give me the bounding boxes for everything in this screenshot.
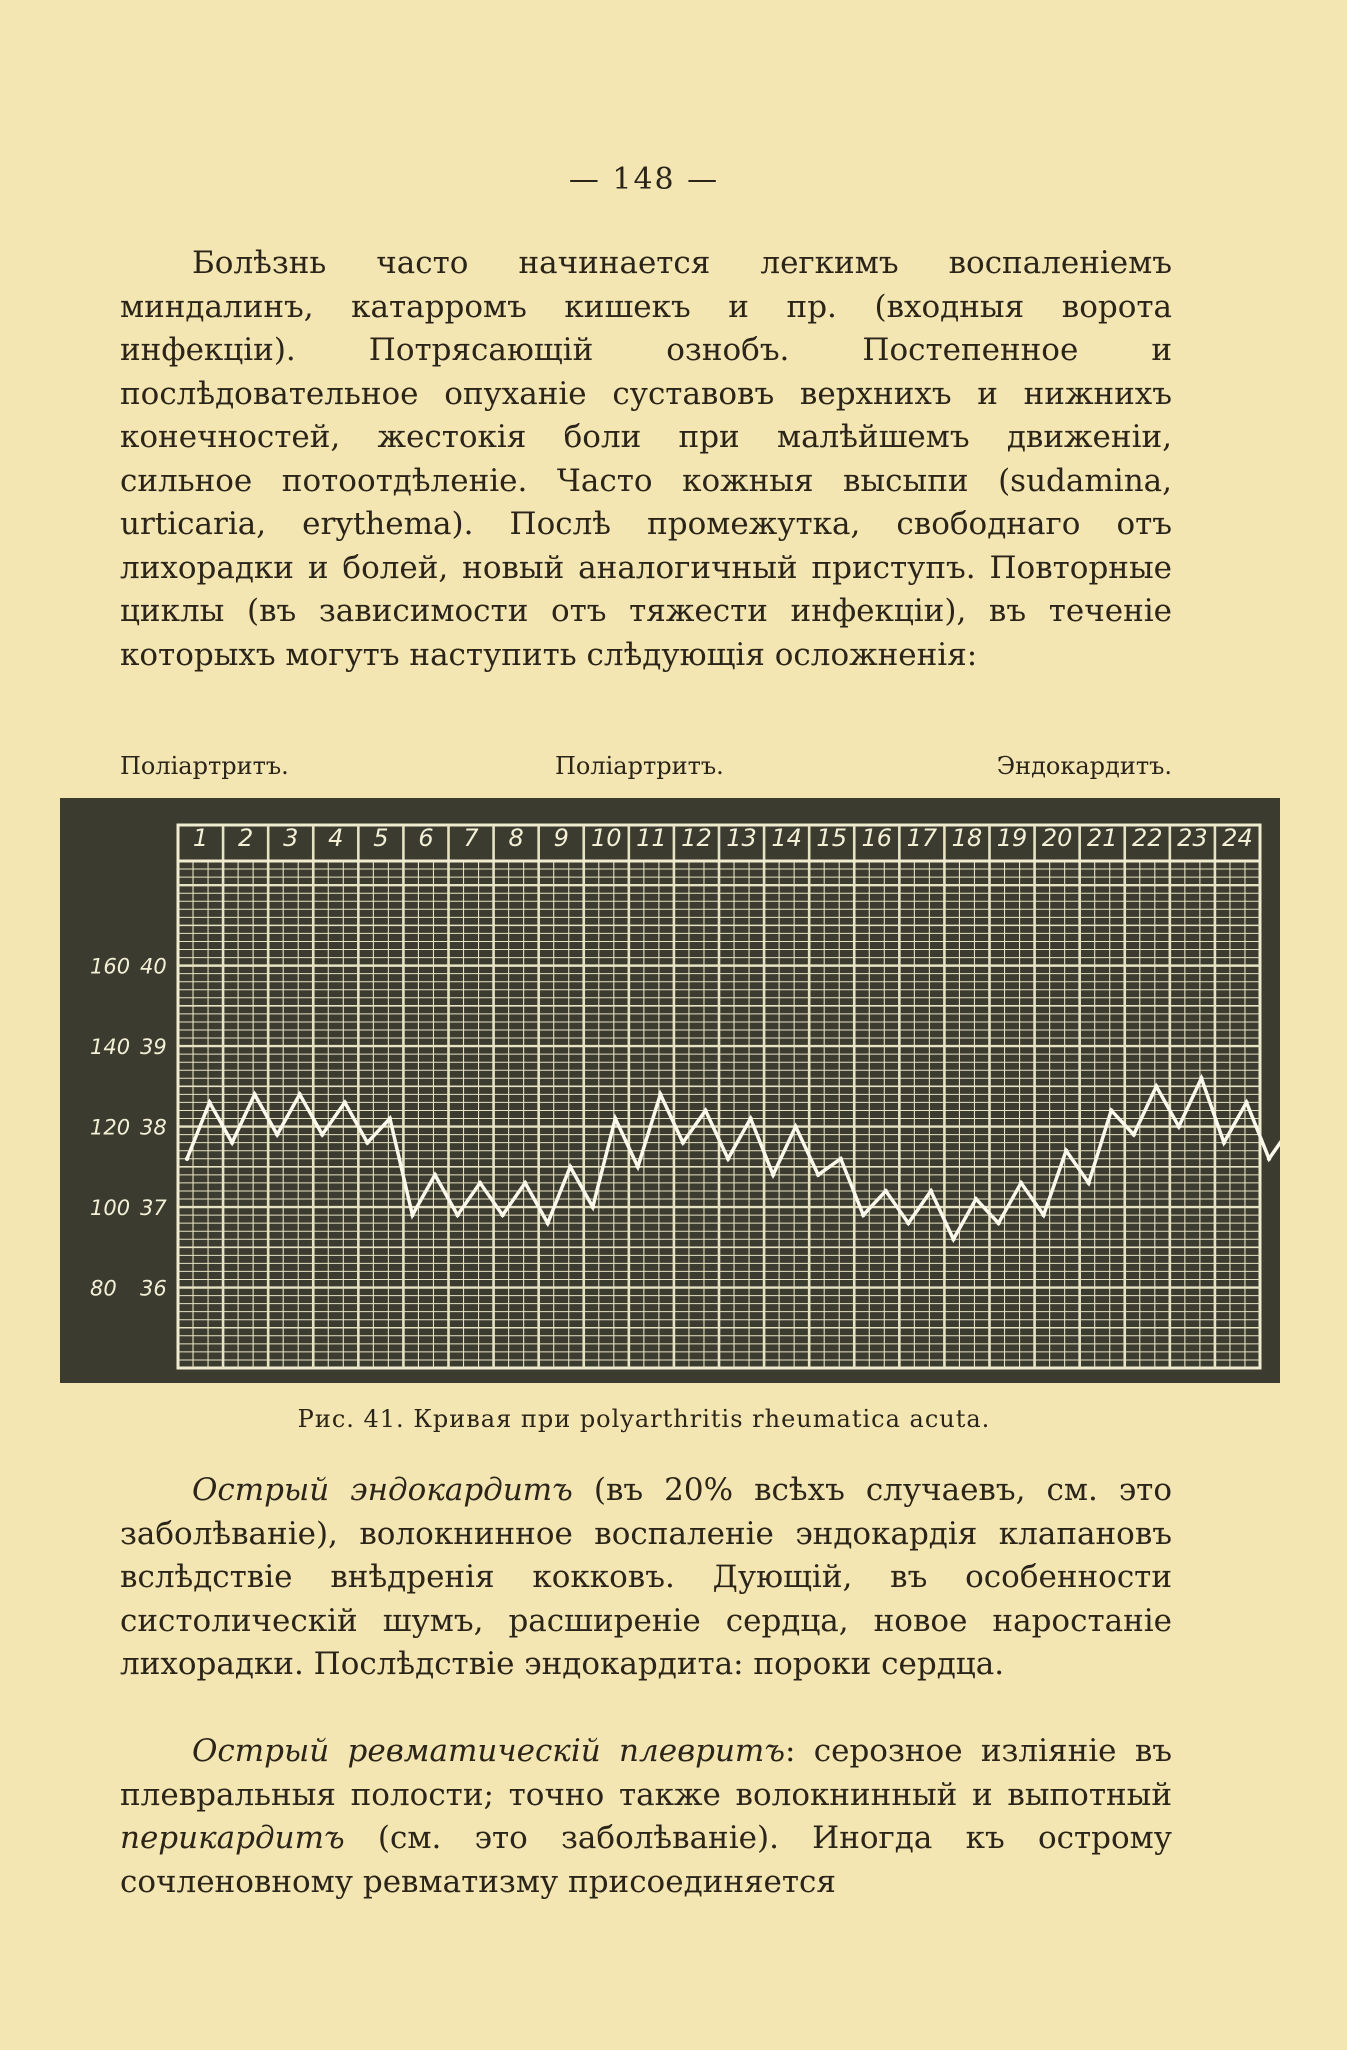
temperature-point [1244, 1100, 1248, 1104]
temperature-point [1267, 1157, 1271, 1161]
day-label: 5 [373, 824, 389, 852]
temperature-point [320, 1132, 324, 1136]
temperature-point [433, 1173, 437, 1177]
day-label: 8 [508, 824, 524, 852]
temperature-point [793, 1124, 797, 1128]
y-tick-temp: 39 [140, 1035, 167, 1060]
day-label: 10 [591, 824, 622, 852]
temperature-point [613, 1116, 617, 1120]
temperature-point [523, 1181, 527, 1185]
paragraph-pleuritis [120, 1730, 1172, 1904]
paragraph-endocarditis [120, 1469, 1172, 1687]
day-label: 12 [681, 824, 712, 852]
y-tick-pulse: 100 [90, 1196, 131, 1221]
day-label: 4 [328, 824, 344, 852]
day-label: 17 [906, 824, 938, 852]
y-tick-temp: 37 [140, 1196, 167, 1221]
day-label: 24 [1222, 824, 1253, 852]
temperature-point [568, 1165, 572, 1169]
day-label: 1 [192, 824, 209, 852]
day-label: 9 [553, 824, 569, 852]
temperature-point [816, 1173, 820, 1177]
temperature-point [748, 1116, 752, 1120]
temperature-point [996, 1221, 1000, 1225]
day-label: 23 [1177, 824, 1208, 852]
day-label: 6 [418, 824, 434, 852]
temperature-point [207, 1100, 211, 1104]
paragraph-symptoms: Болѣзнь часто начинается легкимъ воспаленіемъ миндалинъ, катарромъ кишекъ и пр. (входныя ворота инфекціи). Потрясающій ознобъ. Постепенное и послѣдовательное опуханіе суставовъ верхнихъ и нижнихъ конечностей, жестокія боли при малѣйшемъ движеніи, сильное потоотдѣленіе. Часто кожныя высыпи (sudamina, urticaria, erythema). Послѣ промежутка, свободнаго отъ лихорадки и болей, новый аналогичный приступъ. Повторные циклы (въ зависимости отъ тяжести инфекціи), въ теченіе которыхъ могутъ наступить слѣдующія осложненія: [120, 245, 1172, 673]
y-tick-pulse: 80 [90, 1276, 117, 1301]
temperature-point [455, 1213, 459, 1217]
figure-caption: Рис. 41. Кривая при polyarthritis rheumatica acuta. [297, 1405, 991, 1433]
paragraph-endocarditis-text: (въ 20% всѣхъ случаевъ, см. это заболѣваніе), волокнинное воспаленіе эндокардія клапановъ вслѣдствіе внѣдренія кокковъ. Дующій, въ особенности систолическій шумъ, расширеніе сердца, новое наростаніе лихорадки. Послѣдствіе эндокардита: пороки сердца. [120, 1472, 1172, 1682]
day-label: 18 [951, 824, 983, 852]
day-label: 3 [283, 824, 299, 852]
day-label: 7 [463, 824, 479, 852]
temperature-chart [60, 798, 1280, 1383]
day-label: 14 [771, 824, 802, 852]
temperature-point [884, 1189, 888, 1193]
temperature-point [185, 1157, 189, 1161]
temperature-point [636, 1165, 640, 1169]
page-number: — 148 — [568, 162, 720, 197]
y-tick-temp: 38 [140, 1115, 167, 1140]
temperature-point [500, 1213, 504, 1217]
temperature-point [861, 1213, 865, 1217]
day-label: 2 [237, 824, 254, 852]
temperature-point [929, 1189, 933, 1193]
y-tick-temp: 40 [140, 954, 167, 979]
y-tick-pulse: 160 [90, 954, 131, 979]
temperature-point [771, 1173, 775, 1177]
day-label: 22 [1132, 824, 1163, 852]
chart-header-endocarditis: Эндокардитъ. [996, 752, 1172, 780]
temperature-point [1109, 1108, 1113, 1112]
day-label: 11 [636, 824, 667, 852]
temperature-point [298, 1092, 302, 1096]
day-label: 15 [816, 824, 847, 852]
temperature-point [591, 1205, 595, 1209]
day-label: 13 [726, 824, 757, 852]
y-tick-pulse: 140 [90, 1035, 131, 1060]
temperature-point [703, 1108, 707, 1112]
temperature-point [658, 1092, 662, 1096]
temperature-point [1086, 1181, 1090, 1185]
temperature-point [839, 1157, 843, 1161]
temperature-point [1132, 1132, 1136, 1136]
temperature-point [681, 1140, 685, 1144]
temperature-point [545, 1221, 549, 1225]
paragraph-pleuritis-text-1: : серозное изліяніе въ плевральныя полости; точно также волокнинный и выпотный [120, 1733, 1172, 1813]
term-pleuritis: Острый ревматическій плевритъ [192, 1733, 785, 1769]
temperature-point [1041, 1213, 1045, 1217]
temperature-point [388, 1116, 392, 1120]
temperature-point [906, 1221, 910, 1225]
temperature-point [1019, 1181, 1023, 1185]
temperature-point [1199, 1076, 1203, 1080]
day-label: 19 [996, 824, 1028, 852]
day-label: 16 [861, 824, 893, 852]
y-tick-pulse: 120 [90, 1115, 131, 1140]
temperature-point [343, 1100, 347, 1104]
temperature-point [974, 1197, 978, 1201]
chart-header-polyarthritis-2: Поліартритъ. [555, 752, 724, 780]
term-endocarditis: Острый эндокардитъ [192, 1472, 573, 1508]
day-label: 21 [1086, 824, 1118, 852]
paragraph-pleuritis-text-2: (см. это заболѣваніе). Иногда къ острому сочленовному ревматизму присоединяется [120, 1820, 1172, 1900]
term-pericarditis: перикардитъ [120, 1820, 345, 1856]
temperature-point [365, 1140, 369, 1144]
temperature-point [951, 1237, 955, 1241]
temperature-point [1177, 1124, 1181, 1128]
temperature-point [1222, 1140, 1226, 1144]
chart-header-polyarthritis-1: Поліартритъ. [120, 752, 289, 780]
temperature-point [726, 1157, 730, 1161]
y-tick-temp: 36 [140, 1276, 167, 1301]
chart-headers [120, 752, 1172, 786]
temperature-point [410, 1213, 414, 1217]
temperature-chart-svg [60, 798, 1280, 1383]
temperature-point [230, 1140, 234, 1144]
day-label: 20 [1041, 824, 1073, 852]
temperature-point [478, 1181, 482, 1185]
temperature-point [252, 1092, 256, 1096]
temperature-point [1064, 1149, 1068, 1153]
temperature-point [275, 1132, 279, 1136]
temperature-point [1154, 1084, 1158, 1088]
